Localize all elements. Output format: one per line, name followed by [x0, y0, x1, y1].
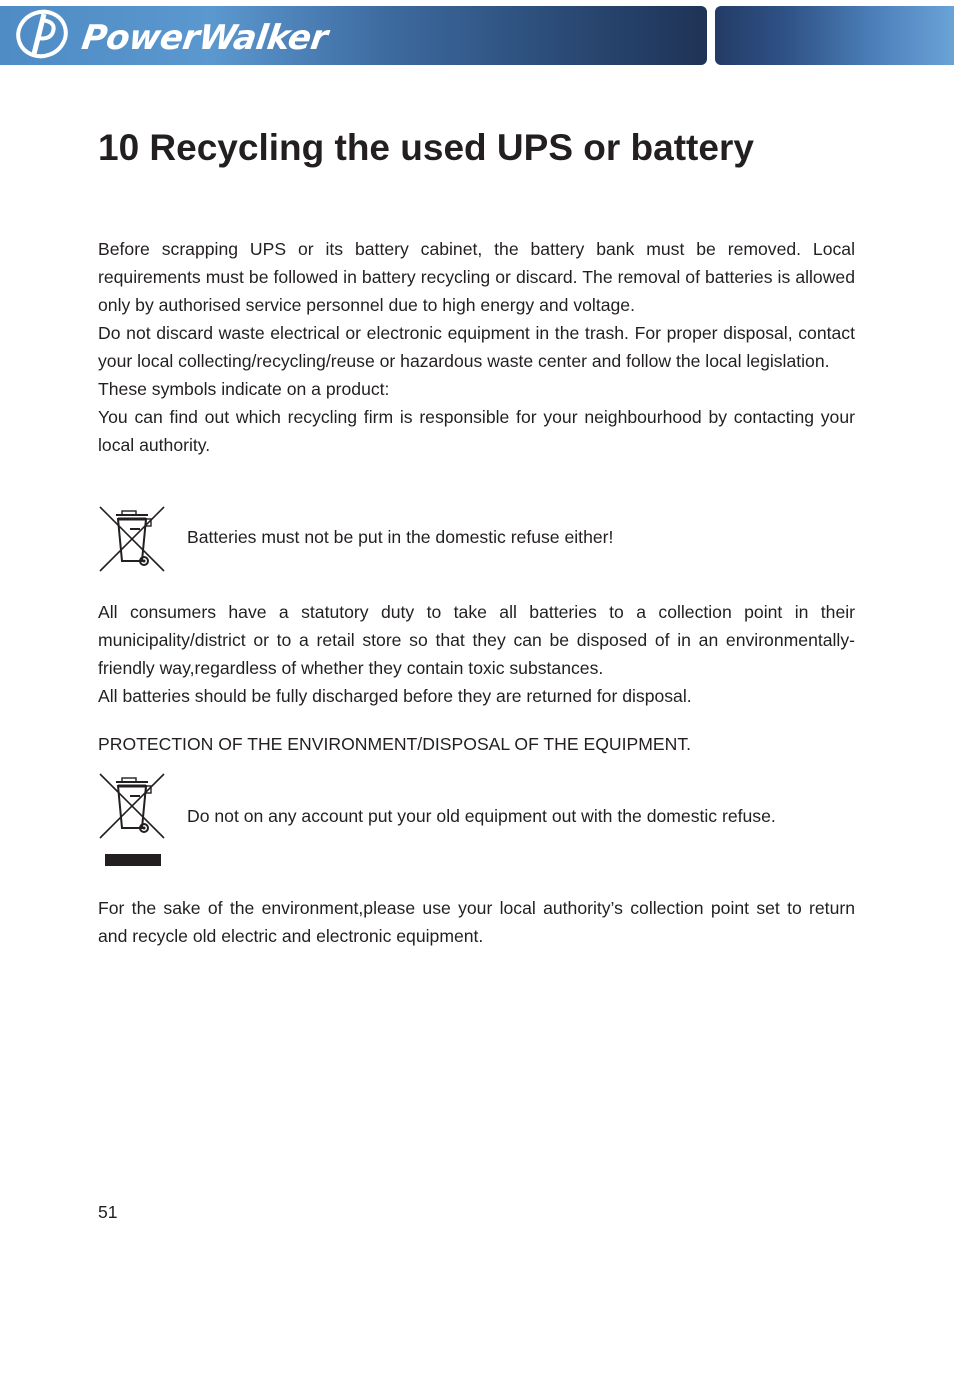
header-banner-right: [715, 6, 954, 65]
powerwalker-logo: [14, 8, 330, 62]
intro-paragraph-1: Before scrapping UPS or its battery cabinet, the battery bank must be removed. Local requirements must be followed in battery recycling or discard. The removal of batteries is allowed only by authorised service personnel due to high energy and voltage.: [98, 239, 855, 315]
logo-mark-icon: [14, 8, 74, 62]
crossed-out-wheelie-bin-icon: [98, 505, 166, 578]
consumers-paragraph-1: All consumers have a statutory duty to take all batteries to a collection point in their municipality/district or to a retail store so that they can be disposed of in an environmentally-friendly way,regardless of whether they contain toxic substances.: [98, 602, 855, 678]
closing-section: [98, 894, 855, 950]
crossed-out-wheelie-bin-with-bar-icon: [98, 772, 166, 873]
page-number: 51: [98, 1202, 118, 1222]
protection-heading-text: PROTECTION OF THE ENVIRONMENT/DISPOSAL OF THE EQUIPMENT.: [98, 734, 692, 754]
consumers-section: [98, 598, 855, 710]
closing-paragraph: For the sake of the environment,please use your local authority’s collection point set to return and recycle old electric and electronic equipment.: [98, 898, 855, 946]
consumers-paragraph-2: All batteries should be fully discharged before they are returned for disposal.: [98, 686, 692, 706]
brand-name: PowerWalker: [79, 18, 330, 58]
intro-paragraph-4: You can find out which recycling firm is responsible for your neighbourhood by contacting your local authority.: [98, 407, 855, 455]
page-title: 10 Recycling the used UPS or battery: [98, 127, 754, 168]
intro-paragraph-2: Do not discard waste electrical or electronic equipment in the trash. For proper disposal, contact your local collecting/recycling/reuse or hazardous waste center and follow the local legislation.: [98, 323, 855, 371]
intro-section: [98, 235, 855, 459]
equipment-notice-text: Do not on any account put your old equipment out with the domestic refuse.: [187, 806, 776, 826]
protection-heading: [98, 730, 855, 758]
intro-paragraph-3: These symbols indicate on a product:: [98, 379, 390, 399]
battery-notice-text: Batteries must not be put in the domestic refuse either!: [187, 527, 614, 547]
